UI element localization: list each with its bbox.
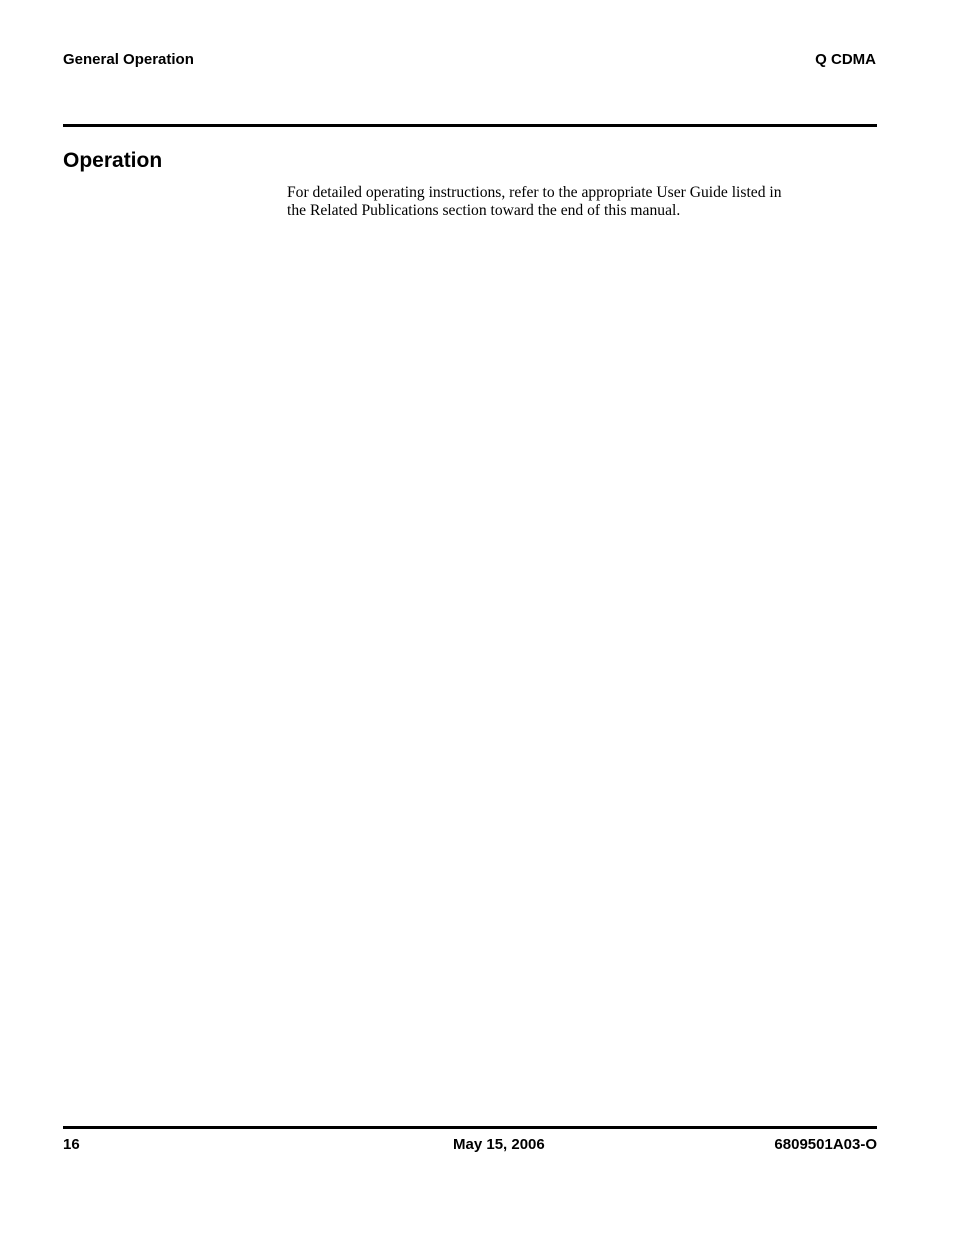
- header-chapter-title: General Operation: [63, 51, 194, 68]
- footer-divider: [63, 1126, 877, 1129]
- section-title: Operation: [63, 149, 163, 172]
- body-line: the Related Publications section toward the end of this manual.: [287, 201, 681, 219]
- header-divider: [63, 124, 877, 127]
- body-line: For detailed operating instructions, refer to the appropriate User Guide listed in: [287, 184, 782, 201]
- page-number: 16: [63, 1136, 80, 1153]
- section-body-paragraph: [287, 184, 872, 219]
- running-header: [63, 51, 876, 71]
- document-number: 6809501A03-O: [774, 1136, 877, 1153]
- running-footer: [63, 1136, 877, 1156]
- header-product-name: Q CDMA: [815, 51, 876, 68]
- publication-date: May 15, 2006: [453, 1136, 545, 1153]
